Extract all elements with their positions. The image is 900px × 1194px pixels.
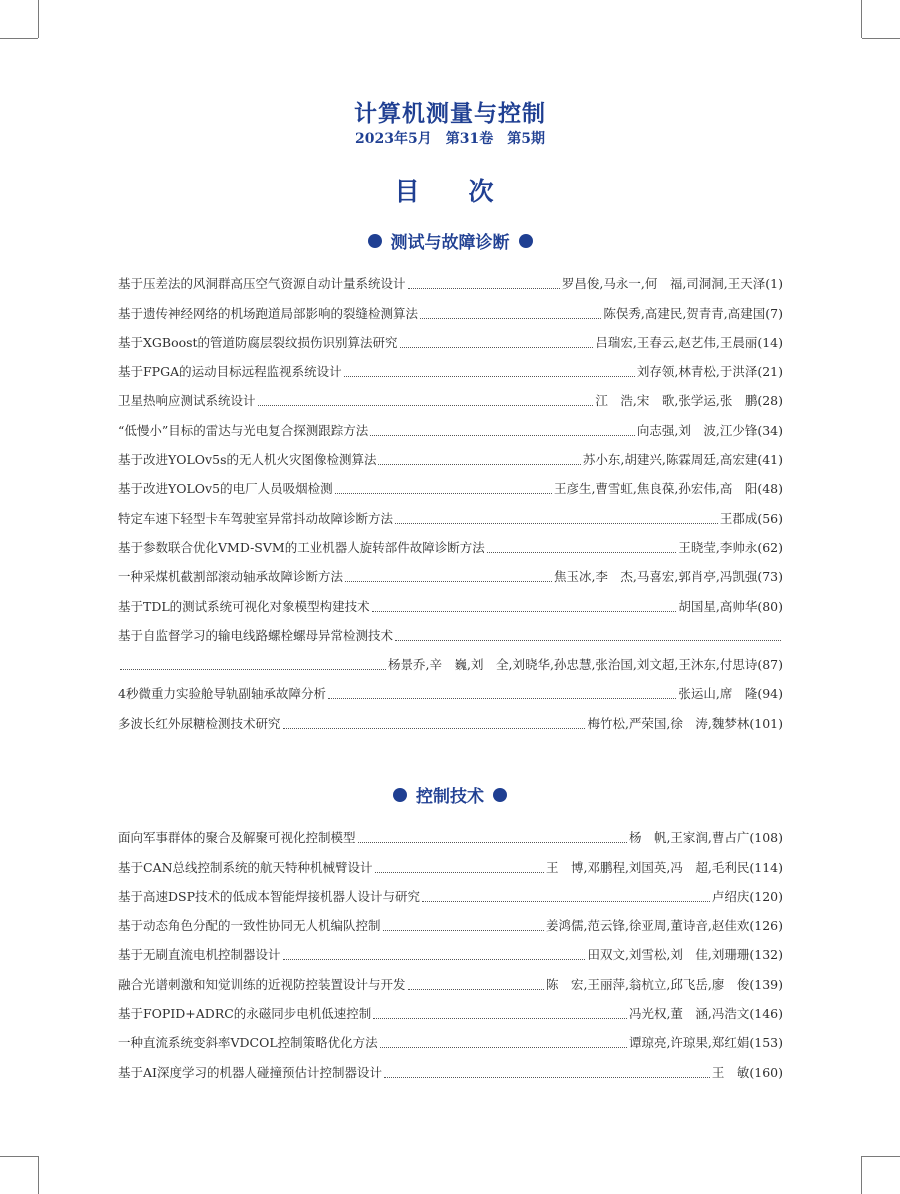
toc-entry[interactable] (118, 1022, 783, 1051)
dot-leader (400, 346, 594, 348)
article-title: 基于改进YOLOv5的电厂人员吸烟检测 (118, 481, 333, 497)
article-authors-page: 焦玉冰,李 杰,马喜宏,郭肖亭,冯凯强(73) (553, 569, 783, 585)
article-title: 多波长红外尿糖检测技术研究 (118, 715, 281, 731)
article-title: 基于无刷直流电机控制器设计 (118, 947, 281, 963)
toc-entry[interactable] (118, 934, 783, 963)
dot-leader (380, 1046, 627, 1048)
dot-leader (395, 522, 718, 524)
crop-mark (861, 0, 862, 38)
article-title: 基于AI深度学习的机器人碰撞预估计控制器设计 (118, 1064, 382, 1080)
article-authors-page: 杨景乔,辛 巍,刘 全,刘晓华,孙忠慧,张治国,刘文超,王沐东,付思诗(87) (388, 657, 783, 673)
toc-entry[interactable] (118, 702, 783, 731)
toc-heading: 目 次 (394, 177, 506, 206)
article-title: 基于压差法的风洞群高压空气资源自动计量系统设计 (118, 276, 406, 292)
toc-entry[interactable] (118, 497, 783, 526)
crop-mark (38, 1156, 39, 1194)
article-authors-page: 罗昌俊,马永一,何 福,司洞洞,王天泽(1) (561, 276, 783, 292)
article-title: 卫星热响应测试系统设计 (118, 393, 256, 409)
crop-mark (38, 0, 39, 38)
article-authors-page: 王 敏(160) (711, 1064, 783, 1080)
dot-leader (283, 958, 586, 960)
toc-entry[interactable] (118, 846, 783, 875)
section-title: 测试与故障诊断 (390, 233, 510, 253)
toc-entry[interactable] (118, 556, 783, 585)
crop-mark (861, 1156, 862, 1194)
dot-leader (383, 929, 544, 931)
article-authors-page: 王晓莹,李帅永(62) (678, 539, 783, 555)
toc-entry[interactable] (118, 817, 783, 846)
article-title: 基于改进YOLOv5s的无人机火灾图像检测算法 (118, 452, 377, 468)
article-title: 基于TDL的测试系统可视化对象模型构建技术 (118, 598, 370, 614)
bullet-dot-icon (393, 788, 407, 802)
article-authors-page: 卢绍庆(120) (711, 888, 783, 904)
section-title: 控制技术 (416, 787, 484, 807)
article-authors-page: 刘存领,林青松,于洪泽(21) (636, 364, 783, 380)
article-title: 面向军事群体的聚合及解聚可视化控制模型 (118, 830, 356, 846)
bullet-dot-icon (493, 788, 507, 802)
article-title: 一种采煤机截割部滚动轴承故障诊断方法 (118, 569, 344, 585)
article-authors-page: 梅竹松,严荣国,徐 涛,魏梦林(101) (587, 715, 783, 731)
toc-entry[interactable] (118, 963, 783, 992)
article-authors-page: 吕瑞宏,王春云,赵艺伟,王晨丽(14) (595, 334, 783, 350)
article-authors-page: 姜鸿儒,范云锋,徐亚周,董诗音,赵佳欢(126) (545, 918, 783, 934)
dot-leader (420, 317, 601, 319)
article-authors-page: 冯光权,董 涵,冯浩文(146) (628, 1006, 783, 1022)
article-authors-page: 张运山,席 隆(94) (678, 686, 783, 702)
section-heading (0, 782, 900, 807)
article-authors-page: 谭琼亮,许琼果,郑红娟(153) (628, 1035, 783, 1051)
article-authors-page: 胡国星,高帅华(80) (678, 598, 783, 614)
article-title: 基于CAN总线控制系统的航天特种机械臂设计 (118, 859, 373, 875)
dot-leader (408, 988, 544, 990)
article-authors-page: 王 博,邓鹏程,刘国英,冯 超,毛利民(114) (545, 859, 783, 875)
toc-entry[interactable] (118, 322, 783, 351)
dot-leader (408, 287, 560, 289)
dot-leader (345, 580, 552, 582)
article-title: 基于FPGA的运动目标远程监视系统设计 (118, 364, 342, 380)
toc-entry[interactable] (118, 585, 783, 614)
article-title: 基于参数联合优化VMD-SVM的工业机器人旋转部件故障诊断方法 (118, 539, 485, 555)
crop-mark (862, 38, 900, 39)
toc-entry[interactable] (118, 673, 783, 702)
dot-leader (422, 900, 710, 902)
article-authors-page: 向志强,刘 波,江少锋(34) (636, 422, 783, 438)
article-title: 基于FOPID+ADRC的永磁同步电机低速控制 (118, 1006, 372, 1022)
toc-entry[interactable] (118, 993, 783, 1022)
toc-entry[interactable] (118, 263, 783, 292)
dot-leader (258, 404, 594, 406)
dot-leader (487, 551, 677, 553)
crop-mark (862, 1156, 900, 1157)
section-heading (0, 228, 900, 253)
toc-entry[interactable] (118, 351, 783, 380)
article-title: 基于自监督学习的输电线路螺栓螺母异常检测技术 (118, 627, 394, 643)
article-title: 特定车速下轻型卡车驾驶室异常抖动故障诊断方法 (118, 510, 394, 526)
article-authors-page: 王郡成(56) (719, 510, 783, 526)
article-authors-page: 田双文,刘雪松,刘 佳,刘珊珊(132) (587, 947, 783, 963)
dot-leader (370, 434, 635, 436)
article-title: 一种直流系统变斜率VDCOL控制策略优化方法 (118, 1035, 378, 1051)
article-authors-page: 陈俣秀,高建民,贺青青,高建国(7) (603, 305, 783, 321)
toc-entry[interactable] (118, 292, 783, 321)
toc-list (118, 263, 783, 732)
article-authors-page: 杨 帆,王家润,曹占广(108) (628, 830, 783, 846)
toc-entry[interactable] (118, 615, 783, 644)
article-title: 基于遗传神经网络的机场跑道局部影响的裂缝检测算法 (118, 305, 419, 321)
toc-entry[interactable] (118, 876, 783, 905)
dot-leader (335, 492, 552, 494)
article-authors-page: 陈 宏,王丽萍,翁杭立,邱飞岳,廖 俊(139) (545, 976, 783, 992)
article-authors-page: 江 浩,宋 歌,张学运,张 鹏(28) (595, 393, 783, 409)
toc-entry[interactable] (118, 439, 783, 468)
dot-leader (373, 1017, 627, 1019)
dot-leader (358, 841, 627, 843)
dot-leader (328, 697, 676, 699)
toc-entry[interactable] (118, 644, 783, 673)
dot-leader (120, 668, 386, 670)
bullet-dot-icon (368, 234, 382, 248)
toc-entry[interactable] (118, 468, 783, 497)
article-title: 基于XGBoost的管道防腐层裂纹损伤识别算法研究 (118, 334, 398, 350)
toc-entry[interactable] (118, 409, 783, 438)
dot-leader (395, 639, 781, 641)
dot-leader (375, 871, 544, 873)
toc-list (118, 817, 783, 1081)
article-title: “低慢小”目标的雷达与光电复合探测跟踪方法 (118, 422, 369, 438)
toc-entry[interactable] (118, 527, 783, 556)
bullet-dot-icon (519, 234, 533, 248)
article-authors-page: 王彦生,曹雪虹,焦良葆,孙宏伟,高 阳(48) (553, 481, 783, 497)
crop-mark (0, 38, 38, 39)
dot-leader (372, 610, 677, 612)
toc-entry[interactable] (118, 380, 783, 409)
dot-leader (283, 727, 586, 729)
dot-leader (384, 1076, 710, 1078)
dot-leader (378, 463, 580, 465)
dot-leader (344, 375, 635, 377)
journal-title: 计算机测量与控制 (354, 101, 546, 127)
crop-mark (0, 1156, 38, 1157)
article-authors-page: 苏小东,胡建兴,陈霖周廷,高宏建(41) (582, 452, 783, 468)
toc-entry[interactable] (118, 1051, 783, 1080)
article-title: 融合光谱刺激和知觉训练的近视防控装置设计与开发 (118, 976, 406, 992)
toc-entry[interactable] (118, 905, 783, 934)
article-title: 4秒微重力实验舱导轨副轴承故障分析 (118, 686, 326, 702)
article-title: 基于高速DSP技术的低成本智能焊接机器人设计与研究 (118, 888, 420, 904)
issue-line: 2023年5月 第31卷 第5期 (355, 131, 545, 147)
article-title: 基于动态角色分配的一致性协同无人机编队控制 (118, 918, 381, 934)
